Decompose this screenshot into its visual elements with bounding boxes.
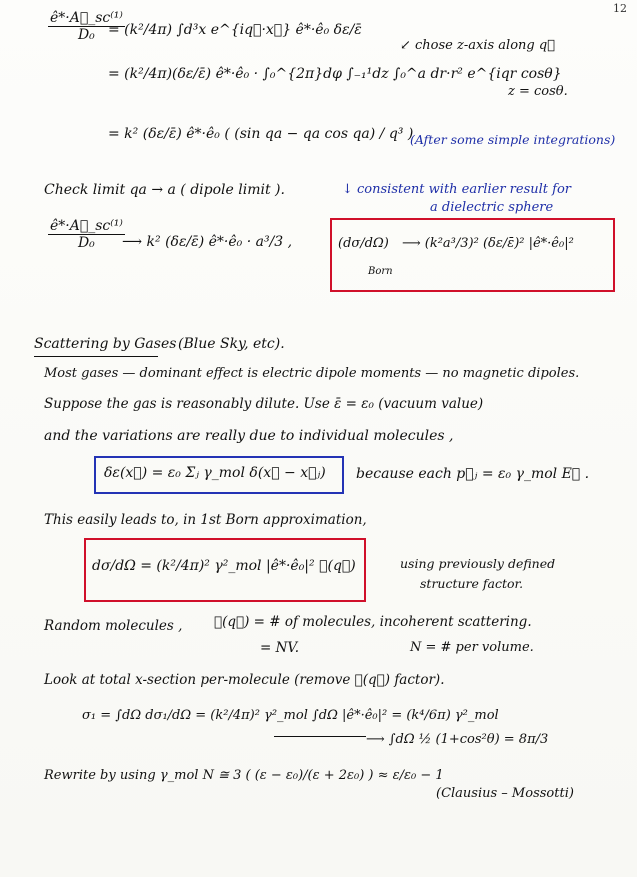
structure-factor-label: structure factor. — [420, 576, 524, 591]
note-consistent-line-2: a dielectric sphere — [430, 200, 554, 215]
total-cross-section-text: Look at total x-section per-molecule (remove 𝓕(q⃗) factor). — [44, 672, 445, 688]
number-density-def: N = # per volume. — [410, 640, 534, 655]
delta-epsilon-equation: δε(x⃗) = ε₀ Σⱼ γ_mol δ(x⃗ − x⃗ⱼ) — [104, 465, 326, 481]
clausius-mossotti-rewrite: Rewrite by using γ_mol N ≅ 3 ( (ε − ε₀)/(ε + 2ε₀) ) ≈ ε/ε₀ − 1 — [44, 768, 444, 783]
structure-factor-nv: = NV. — [260, 640, 300, 656]
note-z-cos: z = cosθ. — [508, 84, 568, 99]
limit-lhs-numerator: ê*·A⃗_sc⁽¹⁾ — [50, 218, 123, 234]
amplitude-lhs-numerator: ê*·A⃗_sc⁽¹⁾ — [50, 10, 123, 26]
gases-heading-paren: (Blue Sky, etc). — [178, 336, 285, 352]
check-limit-text: Check limit qa → a ( dipole limit ). — [44, 182, 285, 198]
born-approx-text: This easily leads to, in 1st Born approximation, — [44, 512, 367, 528]
amplitude-lhs-denominator: D₀ — [77, 27, 95, 43]
arrow-right-icon: ⟶ — [366, 732, 389, 747]
gases-heading-underline — [34, 356, 158, 357]
clausius-mossotti-label: (Clausius – Mossotti) — [436, 786, 574, 801]
arrow-down-icon: ↓ — [342, 182, 358, 197]
note-after-integrations: (After some simple integrations) — [410, 132, 616, 147]
gases-line-2: Suppose the gas is reasonably dilute. Use ε̄ = ε₀ (vacuum value) — [44, 396, 484, 412]
gases-line-1: Most gases — dominant effect is electric dipole moments — no magnetic dipoles. — [44, 366, 580, 381]
using-previously-defined: using previously defined — [400, 556, 556, 571]
born-subscript: Born — [368, 266, 393, 277]
gas-cross-section-equation: dσ/dΩ = (k²/4π)² γ²_mol |ê*·ê₀|² 𝓕(q⃗) — [92, 558, 356, 574]
angular-integral-arrow-line — [274, 736, 366, 737]
random-molecules-label: Random molecules , — [44, 618, 183, 634]
limit-amplitude-lhs — [48, 218, 125, 251]
structure-factor-incoherent: 𝓕(q⃗) = # of molecules, incoherent scattering. — [214, 614, 532, 630]
limit-lhs-denominator: D₀ — [77, 235, 95, 251]
born-cross-section-lhs: (dσ/dΩ) — [338, 236, 389, 251]
limit-amplitude-rhs: ⟶ k² (δε/ε̄) ê*·ê₀ · a³/3 , — [122, 234, 293, 250]
born-cross-section-rhs: ⟶ (k²a³/3)² (δε/ε̄)² |ê*·ê₀|² — [402, 236, 574, 251]
amplitude-line-1: = (k²/4π) ∫d³x e^{iq⃗·x⃗} ê*·ê₀ δε/ε̄ — [108, 22, 362, 38]
note-consistent-line-1: ↓ consistent with earlier result for — [342, 182, 572, 197]
amplitude-line-3: = k² (δε/ε̄) ê*·ê₀ ( (sin qa − qa cos qa) / q³ ) — [108, 126, 414, 142]
arrow-left-down-icon: ↙ — [400, 38, 416, 53]
gases-heading: Scattering by Gases — [34, 336, 177, 352]
gases-line-3: and the variations are really due to individual molecules , — [44, 428, 454, 444]
born-cross-section-box — [330, 218, 615, 292]
dipole-moment-relation: because each p⃗ⱼ = ε₀ γ_mol E⃗ . — [356, 466, 590, 482]
total-cross-section-equation: σ₁ = ∫dΩ dσ₁/dΩ = (k²/4π)² γ²_mol ∫dΩ |ê*·ê₀|² = (k⁴/6π) γ²_mol — [82, 708, 499, 723]
note-choose-axis: ↙ chose z-axis along q⃗ — [400, 38, 555, 53]
page-number: 12 — [613, 2, 627, 15]
amplitude-line-2: = (k²/4π)(δε/ε̄) ê*·ê₀ · ∫₀^{2π}dφ ∫₋₁¹dz ∫₀^a dr·r² e^{iqr cosθ} — [108, 66, 562, 82]
angular-integral-result: ⟶ ∫dΩ ½ (1+cos²θ) = 8π/3 — [366, 732, 549, 747]
